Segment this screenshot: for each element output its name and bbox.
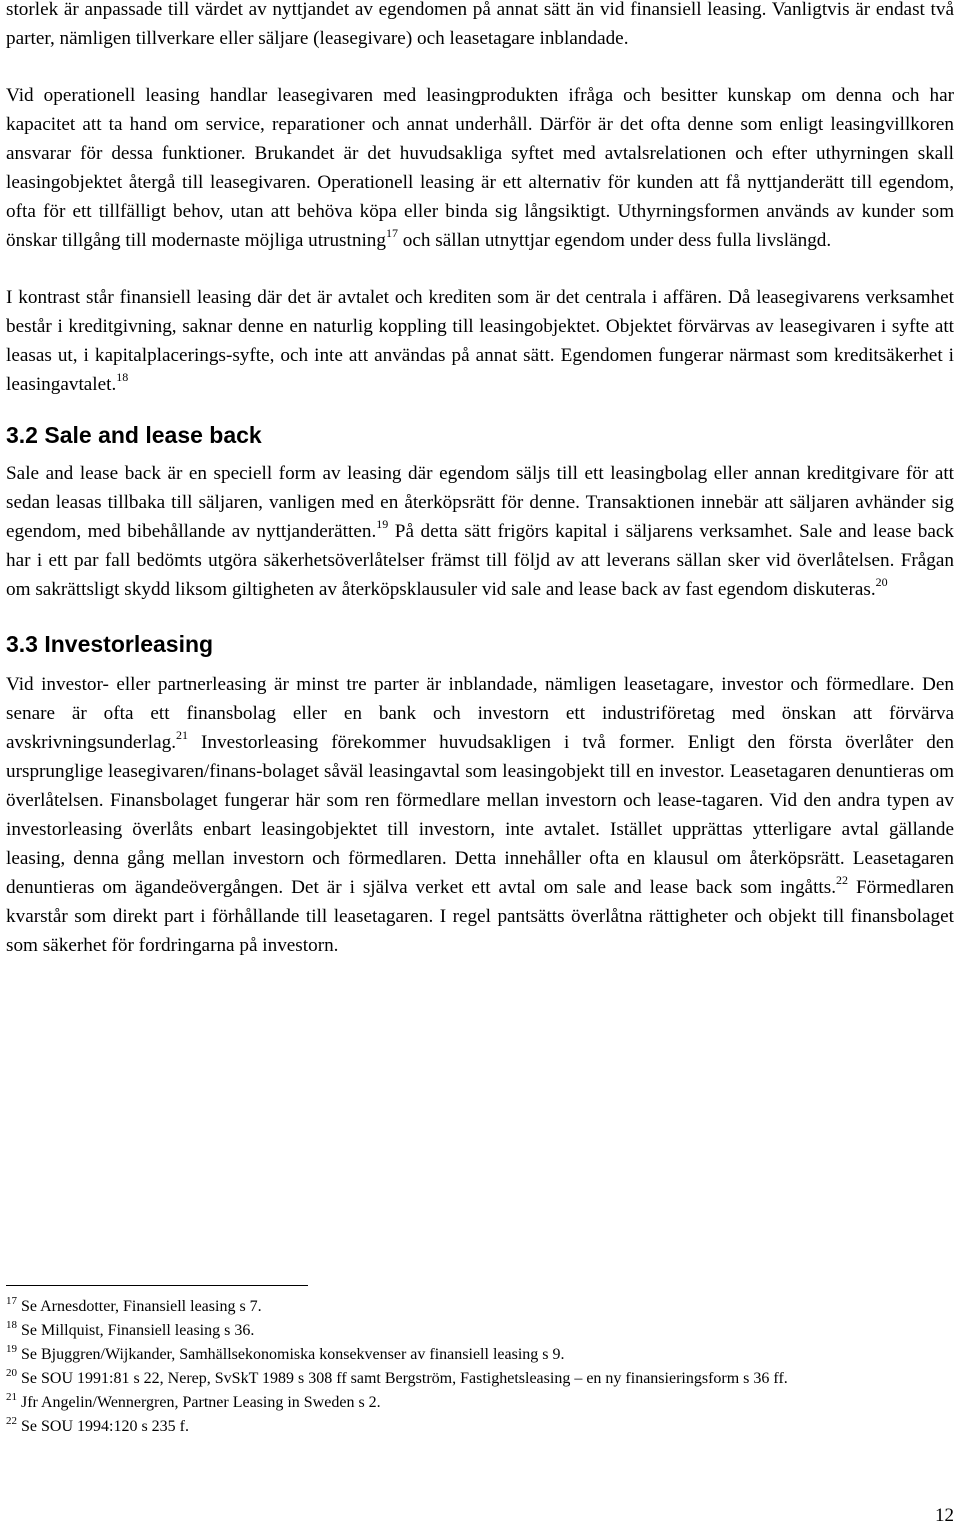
footnote-ref-19: 19	[376, 517, 389, 531]
paragraph-sale-and-lease-back	[6, 459, 954, 604]
section-heading-3-3: 3.3 Investorleasing	[6, 631, 214, 657]
footnote-21	[6, 1391, 954, 1415]
footnotes	[6, 1295, 954, 1439]
footnote-text: Se SOU 1994:120 s 235 f.	[21, 1418, 190, 1435]
footnote-number: 21	[6, 1391, 17, 1403]
paragraph-text: Vid operationell leasing handlar leasegivaren med leasingprodukten ifråga och besitter kunskap om denna och har kapacitet att ta hand om service, reparationer och annat underhåll. Därför är det ofta denne som enligt leasingvillkoren ansvarar för dessa funktioner. Brukandet är det huvudsakliga syftet med avtalsrelationen och efter uthyrningen skall leasingobjektet återgå till leasegivaren. Operationell leasing är ett alternativ för kunden att få nyttjanderätt till egendom, ofta för ett tillfälligt behov, utan att behöva köpa eller binda sig långsiktigt. Uthyrningsformen används av kunder som önskar tillgång till modernaste möjliga utrustning	[6, 85, 954, 251]
footnote-text: Jfr Angelin/Wennergren, Partner Leasing in Sweden s 2.	[21, 1394, 381, 1411]
footnote-17	[6, 1295, 954, 1319]
footnote-ref-17: 17	[385, 226, 398, 240]
paragraph-text: I kontrast står finansiell leasing där det är avtalet och krediten som är det centrala i affären. Då leasegivarens verksamhet består i kreditgivning, saknar denne en naturlig koppling till leasingobjektet. Objektet förvärvas av leasegivaren i syfte att leasas ut, i kapitalplacerings-syfte, och inte att användas på annat sätt. Egendomen fungerar närmast som kreditsäkerhet i leasingavtalet.	[6, 287, 954, 395]
paragraph-operational-leasing	[6, 81, 954, 255]
paragraph-investor-leasing	[6, 670, 954, 960]
footnote-ref-20: 20	[875, 575, 888, 589]
paragraph-text: Sale and lease back är en speciell form av leasing där egendom säljs till ett leasingbolag eller annan kreditgivare för att sedan leasas tillbaka till säljaren, vanligen med en återköpsrätt för denne. Transaktionen innebär att säljaren avhänder sig egendom, med bibehållande av nyttjanderätten.	[6, 463, 954, 542]
paragraph-leasing-parties	[6, 0, 954, 53]
footnote-separator	[6, 1285, 308, 1286]
footnote-19	[6, 1343, 954, 1367]
footnote-number: 20	[6, 1367, 17, 1379]
footnote-text: Se Arnesdotter, Finansiell leasing s 7.	[21, 1298, 262, 1315]
footnote-text: Se Bjuggren/Wijkander, Samhällsekonomiska konsekvenser av finansiell leasing s 9.	[21, 1346, 565, 1363]
page-number: 12	[935, 1505, 954, 1526]
footnote-ref-18: 18	[116, 370, 129, 384]
footnote-18	[6, 1319, 954, 1343]
footnote-number: 17	[6, 1295, 17, 1307]
footnote-text: Se Millquist, Finansiell leasing s 36.	[21, 1322, 255, 1339]
section-heading-3-2: 3.2 Sale and lease back	[6, 422, 262, 448]
paragraph-text: På detta sätt frigörs kapital i säljarens verksamhet. Sale and lease back har i ett par fall bedömts utgöra säkerhetsöverlåtelser främst till följd av att leverans sällan sker vid överlåtelsen. Frågan om sakrättsligt skydd liksom giltigheten av återköpsklausuler vid sale and lease back av fast egendom diskuteras.	[6, 521, 955, 600]
paragraph-text: Förmedlaren kvarstår som direkt part i förhållande till leasetagaren. I regel pantsätts överlåtna rättigheter och objekt till finansbolaget som säkerhet för fordringarna på investorn.	[6, 877, 954, 956]
footnote-20	[6, 1367, 806, 1391]
footnote-number: 19	[6, 1343, 17, 1355]
footnote-ref-22: 22	[836, 873, 848, 887]
footnote-ref-21: 21	[176, 728, 188, 742]
paragraph-text: Vid investor- eller partnerleasing är minst tre parter är inblandade, nämligen leasetagare, investor och förmedlare. Den senare är ofta ett finansbolag eller en bank och investorn ett industriföretag med önskan att förvärva avskrivningsunderlag.	[6, 674, 954, 753]
paragraph-text: och sällan utnyttjar egendom under dess fulla livslängd.	[402, 230, 832, 251]
document-page	[6, 0, 954, 960]
footnote-text: Se SOU 1991:81 s 22, Nerep, SvSkT 1989 s 308 ff samt Bergström, Fastighetsleasing – en ny finansieringsform s 36 ff.	[21, 1370, 788, 1387]
footnote-number: 22	[6, 1415, 17, 1427]
paragraph-text: storlek är anpassade till värdet av nyttjandet av egendomen på annat sätt än vid finansiell leasing. Vanligtvis är endast två parter, nämligen tillverkare eller säljare (leasegivare) och leasetagare inblandade.	[6, 0, 954, 49]
footnote-number: 18	[6, 1319, 17, 1331]
paragraph-text: Investorleasing förekommer huvudsakligen i två former. Enligt den första överlåter den ursprunglige leasegivaren/finans-bolaget såväl leasingavtal som leasingobjekt till en investor. Leasetagaren denuntieras om överlåtelsen. Finansbolaget fungerar här som ren förmedlare mellan investorn och lease-tagaren. Vid den andra typen av investorleasing överlåts enbart leasingobjektet till investorn, inte avtalet. Istället upprättas ytterligare avtal gällande leasing, denna gång mellan investorn och förmedlaren. Detta innehåller ofta en klausul om återköpsrätt. Leasetagaren denuntieras om ägandeövergången. Det är i själva verket ett avtal om sale and lease back som ingåtts.	[6, 732, 954, 898]
footnote-22	[6, 1415, 954, 1439]
paragraph-financial-leasing	[6, 283, 954, 399]
